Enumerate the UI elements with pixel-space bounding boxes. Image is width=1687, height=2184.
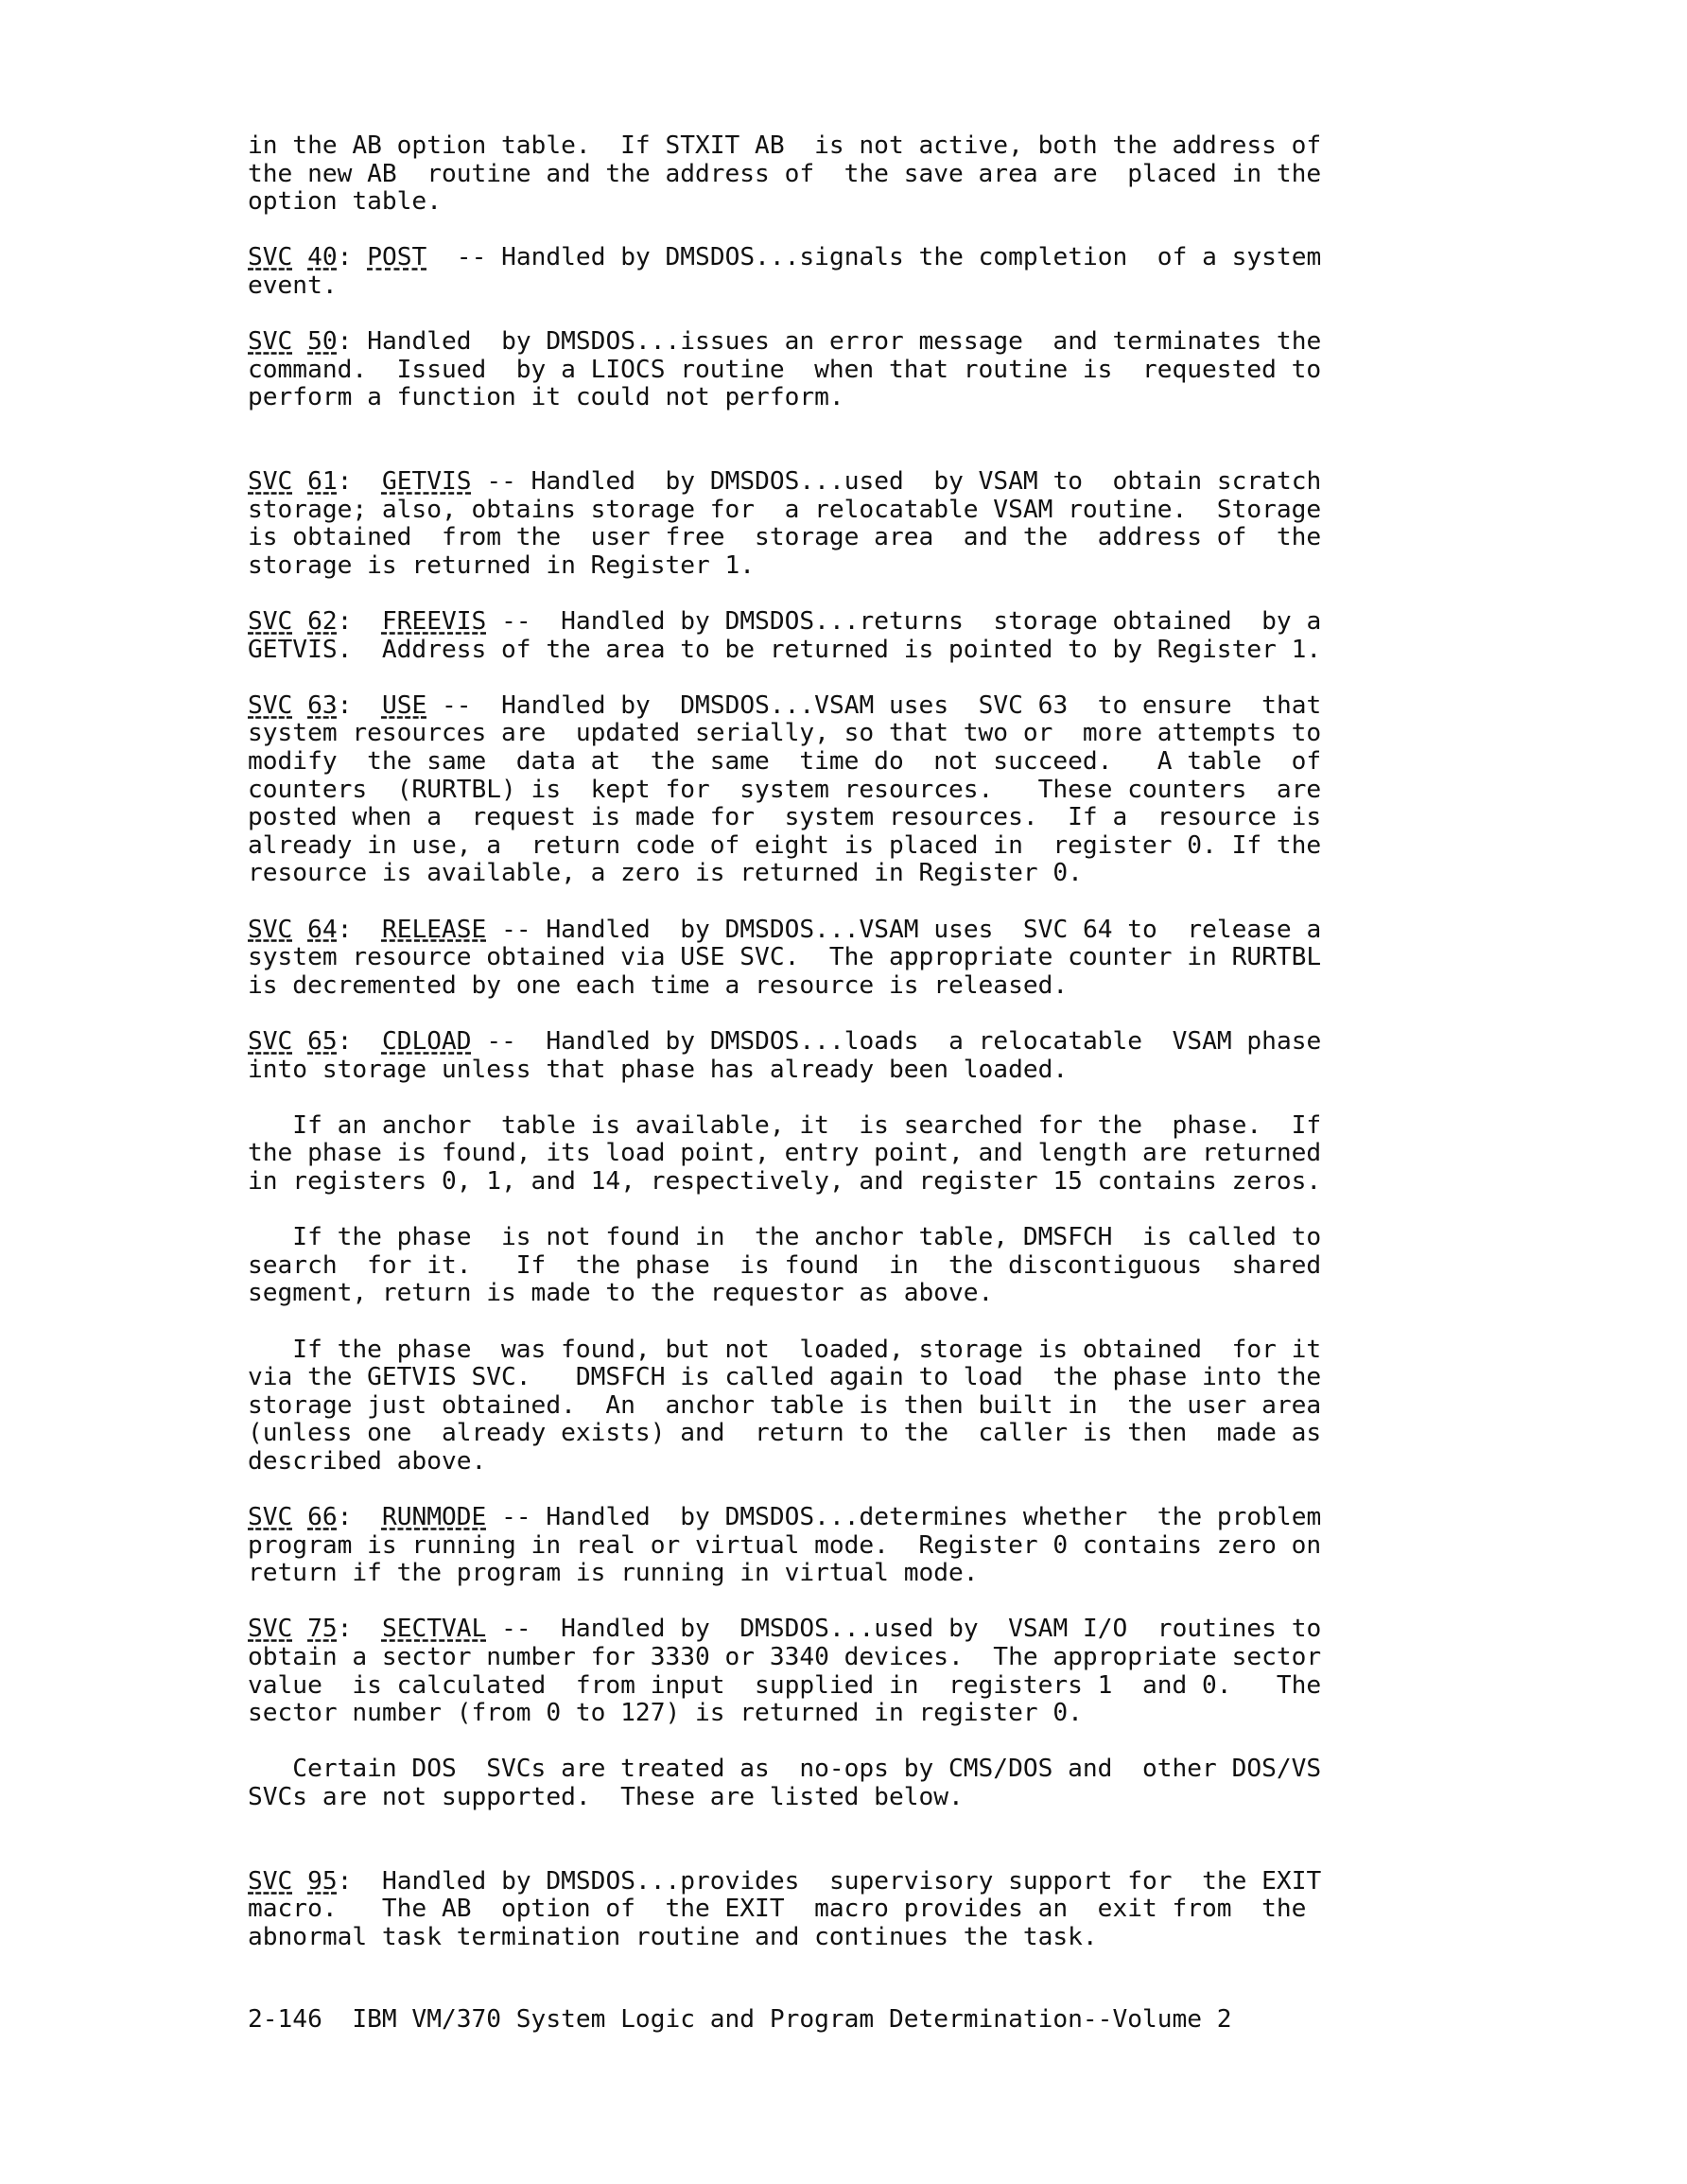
svc-number: 40 <box>307 243 338 272</box>
svc-66-entry: SVC 66: RUNMODE -- Handled by DMSDOS...determines whether the problem program is running in real or virtual mode. Register 0 contains zero on return if the program is running in virtual mode. <box>248 1503 1322 1588</box>
cdload-p2-line-1: If the phase is not found in the anchor table, DMSFCH is called to <box>248 1223 1322 1252</box>
svc-63-line-1: system resources are updated serially, so that two or more attempts to <box>248 719 1322 748</box>
cdload-p3-line-2: via the GETVIS SVC. DMSFCH is called again to load the phase into the <box>248 1363 1322 1392</box>
svc-keyword: SVC <box>248 243 293 272</box>
svc-keyword: SVC <box>248 467 293 497</box>
svc-64-entry: SVC 64: RELEASE -- Handled by DMSDOS...VSAM uses SVC 64 to release a system resource obtained via USE SVC. The appropriate counter in RURTBL is decremented by one each time a resource is released. <box>248 915 1322 1000</box>
svc-40-line-1: event. <box>248 271 338 300</box>
svc-name: RUNMODE <box>381 1503 487 1532</box>
cdload-p3-line-4: (unless one already exists) and return to the caller is then made as <box>248 1419 1322 1448</box>
svc-number: 61 <box>307 467 338 497</box>
svc-61-entry: SVC 61: GETVIS -- Handled by DMSDOS...used by VSAM to obtain scratch storage; also, obtains storage for a relocatable VSAM routine. Storage is obtained from the user free storage area and the address of the storage is returned in Register 1. <box>248 467 1322 580</box>
svc-95-line-2: abnormal task termination routine and continues the task. <box>248 1923 1098 1951</box>
svc-50-line-1: command. Issued by a LIOCS routine when that routine is requested to <box>248 355 1322 384</box>
svc-75-line-1: obtain a sector number for 3330 or 3340 devices. The appropriate sector <box>248 1643 1322 1672</box>
svc-61-heading-rest: -- Handled by DMSDOS...used by VSAM to obtain scratch <box>471 467 1322 497</box>
svc-40-heading-rest: -- Handled by DMSDOS...signals the completion of a system <box>426 243 1322 272</box>
svc-62-heading-rest: -- Handled by DMSDOS...returns storage obtained by a <box>486 607 1322 637</box>
intro-line-1: in the AB option table. If STXIT AB is not active, both the address of <box>248 131 1322 160</box>
svc-name: FREEVIS <box>381 607 487 637</box>
cdload-p3-line-3: storage just obtained. An anchor table is then built in the user area <box>248 1390 1322 1420</box>
svc-63-line-6: resource is available, a zero is returned in Register 0. <box>248 859 1083 888</box>
svc-63-entry: SVC 63: USE -- Handled by DMSDOS...VSAM uses SVC 63 to ensure that system resources are updated serially, so that two or more attempts to modify the same data at the same time do not succeed. A table of counters (RURTBL) is kept for system resources. These counters are posted when a request is made for system resources. If a resource is already in use, a return code of eight is placed in register 0. If the resource is available, a zero is returned in Register 0. <box>248 690 1322 888</box>
svc-75-entry: SVC 75: SECTVAL -- Handled by DMSDOS...used by VSAM I/O routines to obtain a sector number for 3330 or 3340 devices. The appropriate sector value is calculated from input supplied in registers 1 and 0. The sector number (from 0 to 127) is returned in register 0. <box>248 1615 1322 1728</box>
cdload-p1-line-1: If an anchor table is available, it is searched for the phase. If <box>248 1110 1322 1140</box>
svc-65-line-1: into storage unless that phase has already been loaded. <box>248 1055 1069 1084</box>
svc-95-line-1: macro. The AB option of the EXIT macro provides an exit from the <box>248 1895 1307 1924</box>
svc-65-entry: SVC 65: CDLOAD -- Handled by DMSDOS...loads a relocatable VSAM phase into storage unless that phase has already been loaded. <box>248 1027 1322 1084</box>
svc-keyword: SVC <box>248 607 293 637</box>
svc-keyword: SVC <box>248 327 293 357</box>
svc-keyword: SVC <box>248 1027 293 1056</box>
svc-keyword: SVC <box>248 690 293 720</box>
svc-number: 95 <box>307 1866 338 1896</box>
cdload-paragraph-1 <box>248 1112 1439 1197</box>
svc-95-entry: SVC 95: Handled by DMSDOS...provides supervisory support for the EXIT macro. The AB option of the EXIT macro provides an exit from the abnormal task termination routine and continues the task. <box>248 1866 1322 1951</box>
svc-number: 64 <box>307 915 338 944</box>
svc-number: 63 <box>307 690 338 720</box>
svc-62-entry: SVC 62: FREEVIS -- Handled by DMSDOS...returns storage obtained by a GETVIS. Address of the area to be returned is pointed to by Register 1. <box>248 607 1322 664</box>
svc-keyword: SVC <box>248 1503 293 1532</box>
svc-64-line-2: is decremented by one each time a resource is released. <box>248 970 1069 1000</box>
svc-62-line-1: GETVIS. Address of the area to be returned is pointed to by Register 1. <box>248 635 1322 664</box>
svc-75-line-2: value is calculated from input supplied in registers 1 and 0. The <box>248 1670 1322 1700</box>
intro-line-3: option table. <box>248 187 442 217</box>
svc-63-line-5: already in use, a return code of eight is placed in register 0. If the <box>248 830 1322 860</box>
svc-keyword: SVC <box>248 1615 293 1644</box>
svc-63-line-4: posted when a request is made for system resources. If a resource is <box>248 803 1322 832</box>
svc-61-line-1: storage; also, obtains storage for a relocatable VSAM routine. Storage <box>248 495 1322 524</box>
svc-65-heading-rest: -- Handled by DMSDOS...loads a relocatable VSAM phase <box>471 1027 1322 1056</box>
certain-line-2: SVCs are not supported. These are listed below. <box>248 1783 964 1812</box>
svc-number: 62 <box>307 607 338 637</box>
cdload-p2-line-3: segment, return is made to the requestor as above. <box>248 1279 994 1308</box>
certain-line-1: Certain DOS SVCs are treated as no-ops by CMS/DOS and other DOS/VS <box>248 1755 1322 1784</box>
svc-name: CDLOAD <box>381 1027 472 1056</box>
svc-50-entry: SVC 50: Handled by DMSDOS...issues an error message and terminates the command. Issued by a LIOCS routine when that routine is requested to perform a function it could not perform. <box>248 327 1322 412</box>
svc-66-line-1: program is running in real or virtual mode. Register 0 contains zero on <box>248 1530 1322 1560</box>
svc-name: GETVIS <box>381 467 472 497</box>
svc-66-heading-rest: -- Handled by DMSDOS...determines whether the problem <box>486 1503 1322 1532</box>
cdload-p2-line-2: search for it. If the phase is found in the discontiguous shared <box>248 1250 1322 1280</box>
intro-paragraph <box>248 132 1439 217</box>
svc-64-heading-rest: -- Handled by DMSDOS...VSAM uses SVC 64 to release a <box>486 915 1322 944</box>
cdload-p3-line-1: If the phase was found, but not loaded, storage is obtained for it <box>248 1335 1322 1364</box>
svc-61-line-2: is obtained from the user free storage area and the address of the <box>248 523 1322 552</box>
svc-50-heading-rest: Handled by DMSDOS...issues an error message and terminates the <box>352 327 1322 357</box>
svc-75-heading-rest: -- Handled by DMSDOS...used by VSAM I/O routines to <box>486 1615 1322 1644</box>
svc-63-line-2: modify the same data at the same time do not succeed. A table of <box>248 747 1322 777</box>
svc-number: 66 <box>307 1503 338 1532</box>
svc-61-line-3: storage is returned in Register 1. <box>248 550 756 580</box>
cdload-paragraph-2 <box>248 1224 1439 1308</box>
svc-name: RELEASE <box>381 915 487 944</box>
svc-66-line-2: return if the program is running in virtual mode. <box>248 1559 979 1588</box>
svc-number: 50 <box>307 327 338 357</box>
svc-name: POST <box>367 243 427 272</box>
svc-95-heading-rest: Handled by DMSDOS...provides supervisory support for the EXIT <box>352 1866 1322 1896</box>
intro-line-2: the new AB routine and the address of the save area are placed in the <box>248 159 1322 188</box>
svc-name: USE <box>381 690 427 720</box>
svc-number: 65 <box>307 1027 338 1056</box>
svc-40-entry: SVC 40: POST -- Handled by DMSDOS...signals the completion of a system event. <box>248 243 1322 300</box>
svc-75-line-3: sector number (from 0 to 127) is returned in register 0. <box>248 1699 1083 1728</box>
cdload-p3-line-5: described above. <box>248 1446 487 1476</box>
svc-keyword: SVC <box>248 1866 293 1896</box>
cdload-p1-line-2: the phase is found, its load point, entry point, and length are returned <box>248 1139 1322 1168</box>
svc-50-line-2: perform a function it could not perform. <box>248 383 844 412</box>
document-body <box>248 132 1439 1980</box>
svc-keyword: SVC <box>248 915 293 944</box>
page-footer: 2-146 IBM VM/370 System Logic and Program Determination--Volume 2 <box>248 2005 1232 2034</box>
cdload-paragraph-3 <box>248 1337 1439 1476</box>
certain-svcs-paragraph <box>248 1756 1439 1811</box>
svc-name: SECTVAL <box>381 1615 487 1644</box>
cdload-p1-line-3: in registers 0, 1, and 14, respectively, and register 15 contains zeros. <box>248 1166 1322 1196</box>
svc-64-line-1: system resource obtained via USE SVC. The appropriate counter in RURTBL <box>248 943 1322 972</box>
svc-63-heading-rest: -- Handled by DMSDOS...VSAM uses SVC 63 to ensure that <box>426 690 1322 720</box>
svc-number: 75 <box>307 1615 338 1644</box>
svc-63-line-3: counters (RURTBL) is kept for system resources. These counters are <box>248 775 1322 804</box>
